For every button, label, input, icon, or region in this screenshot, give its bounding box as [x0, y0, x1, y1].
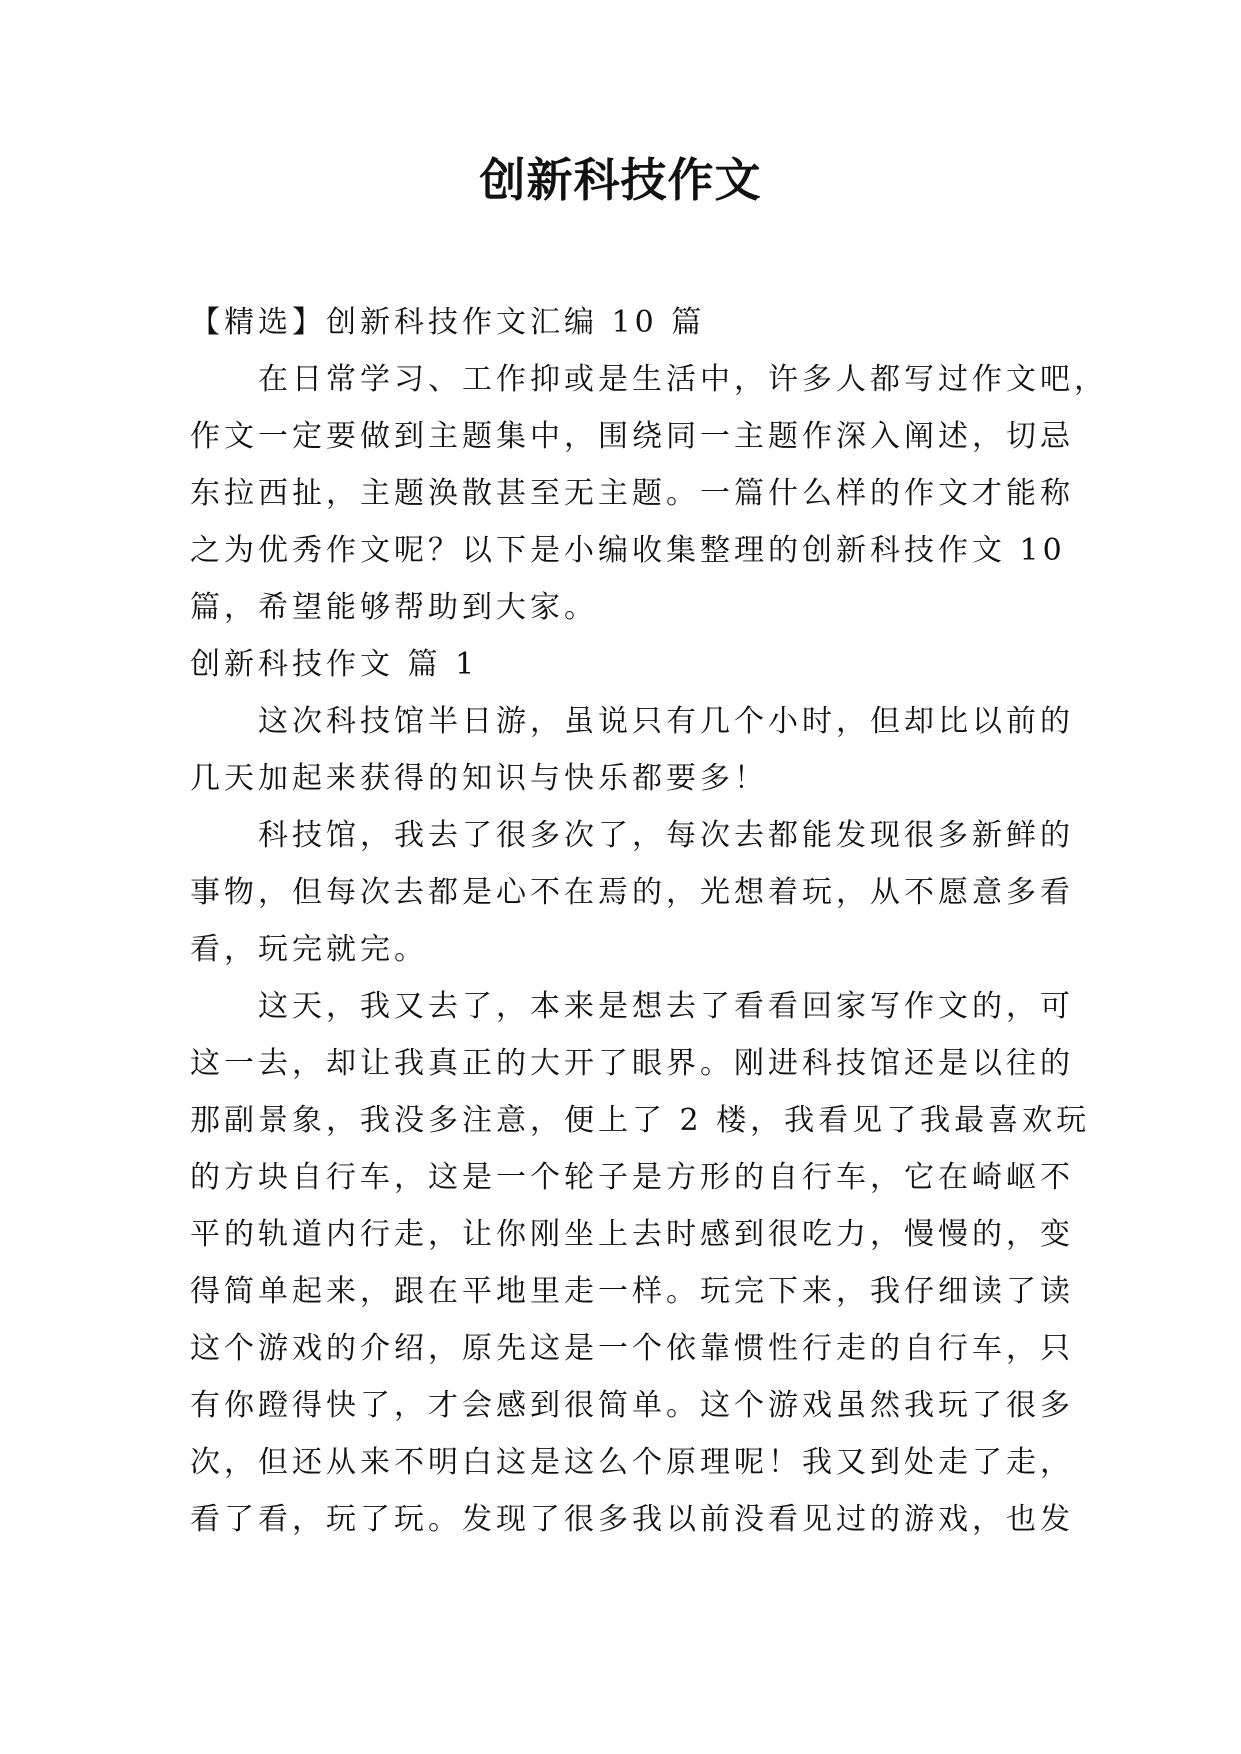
- intro-line: 篇，希望能够帮助到大家。: [190, 590, 598, 625]
- paragraph-line: 的方块自行车，这是一个轮子是方形的自行车，它在崎岖不: [190, 1160, 1074, 1195]
- paragraph-line: 事物，但每次去都是心不在焉的，光想着玩，从不愿意多看: [190, 875, 1074, 910]
- paragraph-line: 次，但还从来不明白这是这么个原理呢！我又到处走了走，: [190, 1445, 1074, 1480]
- paragraph-line: 有你蹬得快了，才会感到很简单。这个游戏虽然我玩了很多: [190, 1388, 1074, 1423]
- paragraph-line: 那副景象，我没多注意，便上了 2 楼，我看见了我最喜欢玩: [190, 1103, 1091, 1138]
- paragraph-line: 平的轨道内行走，让你刚坐上去时感到很吃力，慢慢的，变: [190, 1217, 1074, 1252]
- paragraph-line: 这一去，却让我真正的大开了眼界。刚进科技馆还是以往的: [190, 1046, 1074, 1081]
- document-body: [190, 294, 1108, 1548]
- paragraph-line: 这个游戏的介绍，原先这是一个依靠惯性行走的自行车，只: [190, 1331, 1074, 1366]
- section-heading: 创新科技作文 篇 1: [190, 647, 479, 682]
- paragraph-line: 这天，我又去了，本来是想去了看看回家写作文的，可: [258, 989, 1074, 1024]
- paragraph-line: 几天加起来获得的知识与快乐都要多！: [190, 761, 768, 796]
- paragraph-line: 这次科技馆半日游，虽说只有几个小时，但却比以前的: [258, 704, 1074, 739]
- document-subtitle: 【精选】创新科技作文汇编 10 篇: [190, 305, 706, 340]
- document-title: 创新科技作文: [479, 153, 762, 207]
- intro-line: 东拉西扯，主题涣散甚至无主题。一篇什么样的作文才能称: [190, 476, 1074, 511]
- paragraph-line: 看，玩完就完。: [190, 932, 428, 967]
- intro-line: 之为优秀作文呢？以下是小编收集整理的创新科技作文 10: [190, 533, 1066, 568]
- intro-line: 作文一定要做到主题集中，围绕同一主题作深入阐述，切忌: [190, 419, 1074, 454]
- paragraph-line: 科技馆，我去了很多次了，每次去都能发现很多新鲜的: [258, 818, 1074, 853]
- paragraph-line: 得简单起来，跟在平地里走一样。玩完下来，我仔细读了读: [190, 1274, 1074, 1309]
- intro-line: 在日常学习、工作抑或是生活中，许多人都写过作文吧，: [258, 362, 1108, 397]
- paragraph-line: 看了看，玩了玩。发现了很多我以前没看见过的游戏，也发: [190, 1502, 1074, 1537]
